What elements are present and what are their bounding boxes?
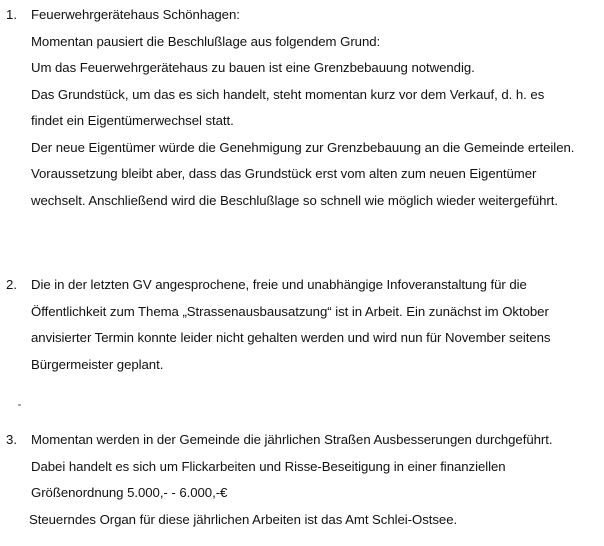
text-line: Größenordnung 5.000,- - 6.000,-€ (31, 485, 228, 500)
text-line: Momentan werden in der Gemeinde die jährlichen Straßen Ausbesserungen durchgeführt. (31, 432, 553, 447)
scan-speck (18, 404, 21, 406)
item-heading: Feuerwehrgerätehaus Schönhagen: (31, 7, 240, 22)
item-text (31, 427, 603, 533)
item-text (31, 272, 603, 378)
text-line: Bürgermeister geplant. (31, 356, 164, 372)
text-line: Dabei handelt es sich um Flickarbeiten und Risse-Beseitigung in einer finanziellen (31, 458, 506, 474)
item-text (31, 2, 603, 214)
text-line: Momentan pausiert die Beschlußlage aus folgendem Grund: (31, 33, 381, 49)
text-line: Der neue Eigentümer würde die Genehmigung zur Grenzbebauung an die Gemeinde erteilen. (31, 139, 575, 155)
item-number: 2. (6, 277, 17, 292)
item-number: 1. (6, 7, 17, 22)
text-line: Das Grundstück, um das es sich handelt, steht momentan kurz vor dem Verkauf, d. h. es (31, 86, 545, 102)
text-line: wechselt. Anschließend wird die Beschlußlage so schnell wie möglich wieder weitergeführt. (31, 192, 558, 208)
text-line: Öffentlichkeit zum Thema „Strassenausbausatzung“ ist in Arbeit. Ein zunächst im Oktober (31, 303, 549, 319)
item-number: 3. (6, 432, 17, 447)
text-line: Voraussetzung bleibt aber, dass das Grundstück erst vom alten zum neuen Eigentümer (31, 166, 537, 181)
text-line: anvisierter Termin konnte leider nicht gehalten werden und wird nun für November seitens (31, 330, 551, 345)
text-line: Um das Feuerwehrgerätehaus zu bauen ist eine Grenzbebauung notwendig. (31, 60, 475, 75)
text-line: findet ein Eigentümerwechsel statt. (31, 113, 234, 128)
text-line: Die in der letzten GV angesprochene, freie und unabhängige Infoveranstaltung für die (31, 277, 527, 292)
text-line: Steuerndes Organ für diese jährlichen Arbeiten ist das Amt Schlei-Ostsee. (29, 511, 458, 527)
